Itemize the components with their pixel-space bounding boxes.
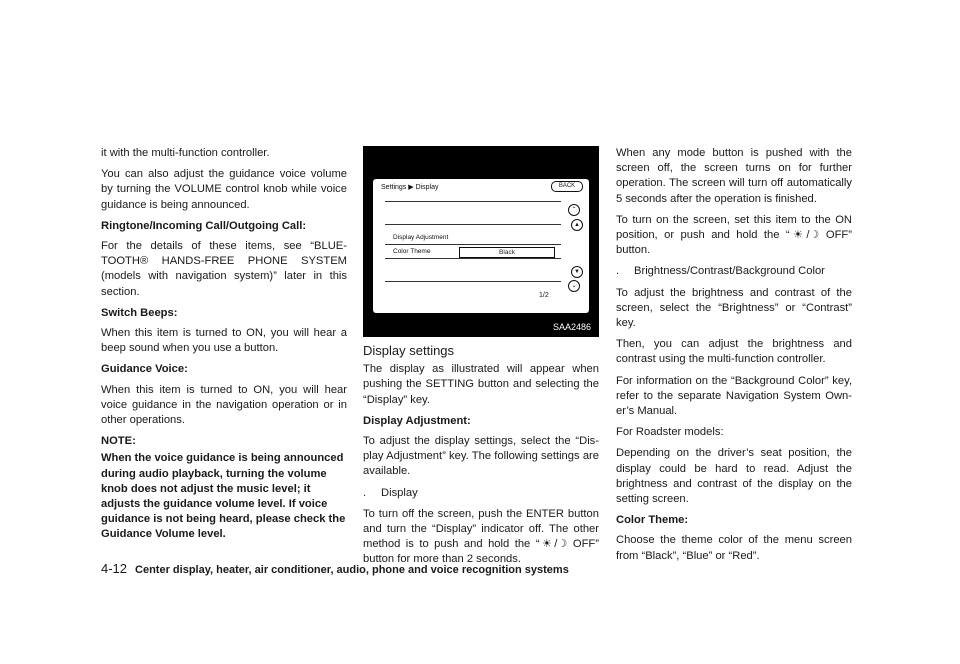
subheading: Guidance Voice: <box>101 363 188 376</box>
figure-code: SAA2486 <box>552 322 591 332</box>
paragraph: it with the multi-function controller. <box>101 147 270 159</box>
paragraph: To adjust the display settings, select the “Dis-play Adjustment” key. The following settings are available. <box>363 435 599 478</box>
section-heading: Display settings <box>363 343 455 358</box>
paragraph: To turn off the screen, push the ENTER button and turn the “Display” indicator off. The other method is to push and hold the “☀/☽ OFF” button for more than 2 seconds. <box>363 507 599 566</box>
left-column <box>101 146 347 549</box>
right-column <box>616 146 852 570</box>
paragraph: For Roadster models: <box>616 426 724 439</box>
note-label: NOTE: <box>101 435 136 448</box>
down-arrow-icon: ▼ <box>571 266 583 278</box>
note-text: When the voice guidance is being announced during audio playback, turning the volume knob does not adjust the music level; it adjusts the guidance volume level. If voice guidance is not being heard, please check the Guidance Volume level. <box>101 452 346 541</box>
up-arrow-icon: ▲ <box>571 219 583 231</box>
subheading: Ringtone/Incoming Call/Outgoing Call: <box>101 219 307 232</box>
paragraph: When any mode button is pushed with the screen off, the screen turns on for further operation. The screen will turn off automatically 5 seconds after the operation is finished. <box>616 147 852 205</box>
bullet-text: Brightness/Contrast/Background Color <box>634 265 825 278</box>
paragraph: Then, you can adjust the brightness and contrast using the multi-function controller. <box>616 338 852 366</box>
paragraph: Depending on the driver’s seat position, the display could be hard to read. Adjust the brightness and contrast of the display on the setting screen. <box>616 447 852 506</box>
subheading: Color Theme: <box>616 514 689 527</box>
paragraph: You can also adjust the guidance voice volume by turning the VOLUME control knob while voice guidance is being announced. <box>101 168 347 211</box>
paragraph: When this item is turned to ON, you will hear voice guidance in the navigation operation or in other operations. <box>101 383 347 427</box>
middle-column <box>363 343 599 574</box>
bullet-text: Display <box>381 486 418 499</box>
page-indicator: 1/2 <box>539 292 549 299</box>
display-screen-figure <box>363 146 599 337</box>
bullet-item <box>616 264 852 279</box>
bullet-icon: . <box>616 265 620 278</box>
color-theme-value: Black <box>459 247 555 258</box>
paragraph: To turn on the screen, set this item to the ON position, or push and hold the “☀/☽ OFF” button. <box>616 213 852 257</box>
subheading: Switch Beeps: <box>101 306 178 319</box>
page-number: 4-12 <box>101 561 128 576</box>
paragraph: The display as illustrated will appear when pushing the SETTING button and selecting the “Display” key. <box>363 363 599 406</box>
bullet-icon: . <box>363 486 367 499</box>
paragraph: For the details of these items, see “BLUE-TOOTH® HANDS-FREE PHONE SYSTEM (models with navigation system)” later in this section. <box>101 240 347 298</box>
paragraph: Choose the theme color of the menu screen from “Black”, “Blue” or “Red”. <box>616 534 852 562</box>
back-button: BACK <box>551 181 583 192</box>
chapter-title: Center display, heater, air conditioner, audio, phone and voice recognition systems <box>135 564 569 576</box>
scroll-down-icon: ⌄ <box>568 280 580 292</box>
subheading: Display Adjustment: <box>363 414 471 427</box>
screen-title: Settings ▶ Display <box>381 184 439 191</box>
paragraph: To adjust the brightness and contrast of the screen, select the “Brightness” or “Contrast” key. <box>616 286 852 330</box>
scroll-up-icon: ⌃ <box>568 204 580 216</box>
page-footer <box>101 561 569 576</box>
menu-row-display-adjustment: Display Adjustment <box>393 234 449 241</box>
paragraph: When this item is turned to ON, you will hear a beep sound when you use a button. <box>101 327 347 355</box>
screen-frame <box>373 179 589 313</box>
menu-row-color-theme: Color Theme <box>393 248 431 255</box>
paragraph: For information on the “Background Color” key, refer to the separate Navigation System Own-er’s Manual. <box>616 374 852 418</box>
bullet-item <box>363 486 599 501</box>
